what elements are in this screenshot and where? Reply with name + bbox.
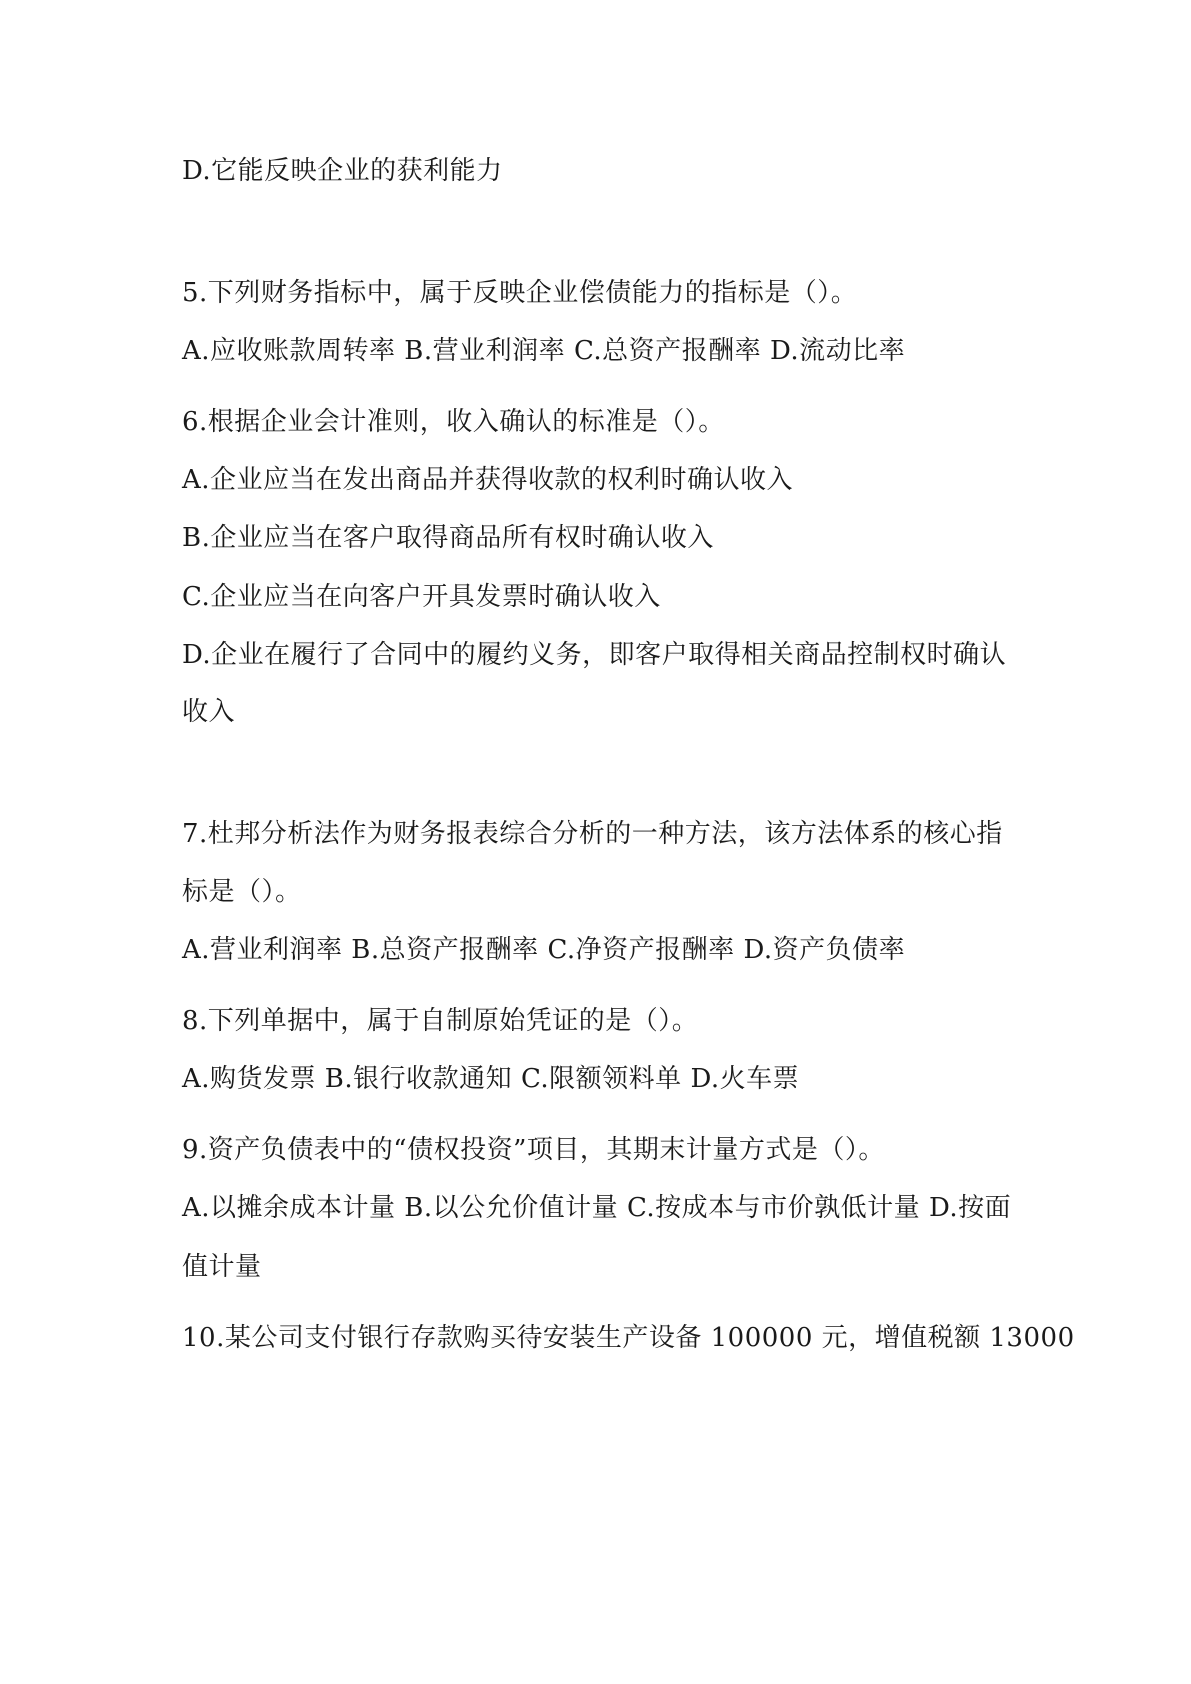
q5-question: 5.下列财务指标中，属于反映企业偿债能力的指标是（）。 — [182, 278, 858, 308]
q6-question: 6.根据企业会计准则，收入确认的标准是（）。 — [182, 407, 725, 437]
q6-option-d: D.企业在履行了合同中的履约义务，即客户取得相关商品控制权时确认 — [182, 640, 1007, 670]
q7-question-cont: 标是（）。 — [182, 877, 302, 907]
q9-options: A.以摊余成本计量 B.以公允价值计量 C.按成本与市价孰低计量 D.按面 — [182, 1193, 1012, 1223]
q5-options: A.应收账款周转率 B.营业利润率 C.总资产报酬率 D.流动比率 — [182, 336, 906, 366]
q7-options: A.营业利润率 B.总资产报酬率 C.净资产报酬率 D.资产负债率 — [182, 935, 906, 965]
q8-question: 8.下列单据中，属于自制原始凭证的是（）。 — [182, 1006, 699, 1036]
q4-option-d: D.它能反映企业的获利能力 — [182, 156, 503, 186]
q7-question: 7.杜邦分析法作为财务报表综合分析的一种方法，该方法体系的核心指 — [182, 819, 1003, 849]
q8-options: A.购货发票 B.银行收款通知 C.限额领料单 D.火车票 — [182, 1064, 800, 1094]
q6-option-a: A.企业应当在发出商品并获得收款的权利时确认收入 — [182, 465, 794, 495]
q6-option-d-cont: 收入 — [182, 697, 236, 727]
q6-option-b: B.企业应当在客户取得商品所有权时确认收入 — [182, 523, 714, 553]
q9-question: 9.资产负债表中的“债权投资”项目，其期末计量方式是（）。 — [182, 1135, 885, 1165]
q6-option-c: C.企业应当在向客户开具发票时确认收入 — [182, 582, 661, 612]
q9-options-cont: 值计量 — [182, 1252, 262, 1282]
q10-question: 10.某公司支付银行存款购买待安装生产设备 100000 元，增值税额 13000 — [182, 1323, 1075, 1353]
